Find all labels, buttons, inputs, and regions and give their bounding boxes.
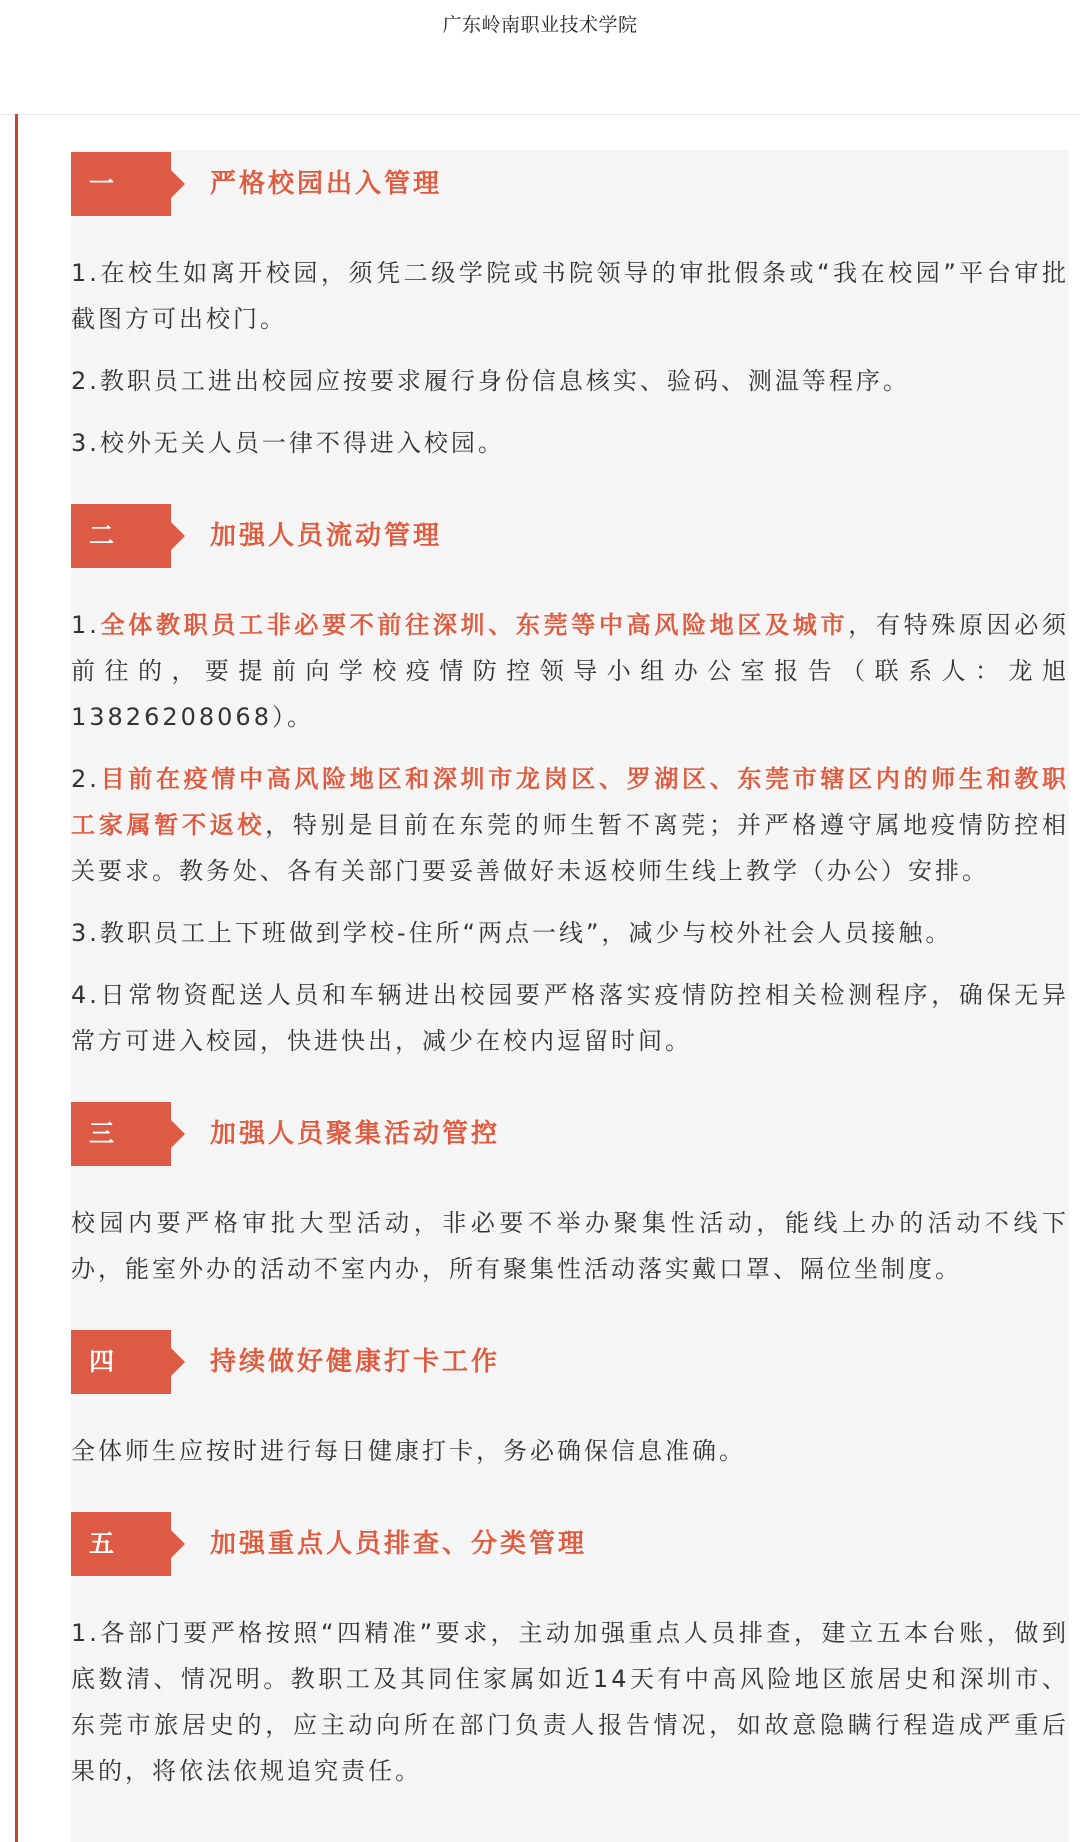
section-4 (71, 1330, 1069, 1474)
left-accent-rule (15, 114, 18, 1842)
item-number: 1. (71, 611, 100, 639)
paragraph-text: ，有特殊原因必须前往的，要提前向学校疫情防控领导小组办公室报告（联系人：龙旭13826208068）。 (71, 611, 1069, 731)
paragraph: 3.教职员工上下班做到学校-住所“两点一线”，减少与校外社会人员接触。 (71, 919, 953, 947)
paragraph: 3.校外无关人员一律不得进入校园。 (71, 429, 505, 457)
item-number: 2. (71, 765, 100, 793)
paragraph: 全体师生应按时进行每日健康打卡，务必确保信息准确。 (71, 1437, 746, 1465)
section-number: 三 (89, 1119, 115, 1148)
section-title: 持续做好健康打卡工作 (210, 1347, 501, 1377)
section-number-badge (71, 152, 171, 216)
paragraph: 4.日常物资配送人员和车辆进出校园要严格落实疫情防控相关检测程序，确保无异常方可进入校园，快进快出，减少在校内逗留时间。 (71, 981, 1069, 1055)
section-header (71, 1330, 1069, 1394)
paragraph: 1.在校生如离开校园，须凭二级学院或书院领导的审批假条或“我在校园”平台审批截图方可出校门。 (71, 259, 1069, 333)
section-number: 一 (89, 169, 115, 198)
section-number-badge (71, 1512, 171, 1576)
section-header (71, 152, 1069, 216)
section-number: 五 (89, 1529, 115, 1558)
section-3 (71, 1102, 1069, 1292)
section-number-badge (71, 1330, 171, 1394)
highlighted-text: 目前在疫情中高风险地区和深圳市龙岗区、罗湖区、东莞市辖区内的师生和教职工家属暂不返校 (71, 765, 1069, 839)
section-title: 加强人员流动管理 (210, 521, 443, 551)
paragraph-text: ，特别是目前在东莞的师生暂不离莞；并严格遵守属地疫情防控相关要求。教务处、各有关部门要妥善做好未返校师生线上教学（办公）安排。 (71, 811, 1069, 885)
section-title: 加强人员聚集活动管控 (210, 1119, 501, 1149)
paragraph (71, 756, 1069, 894)
section-number-badge (71, 1102, 171, 1166)
highlighted-text: 全体教职员工非必要不前往深圳、东莞等中高风险地区及城市 (99, 611, 849, 639)
section-1 (71, 152, 1069, 466)
paragraph (71, 602, 1069, 740)
section-5 (71, 1512, 1069, 1794)
section-title: 加强重点人员排查、分类管理 (210, 1529, 588, 1559)
section-2 (71, 504, 1069, 1064)
paragraph: 1.各部门要严格按照“四精准”要求，主动加强重点人员排查，建立五本台账，做到底数清、情况明。教职工及其同住家属如近14天有中高风险地区旅居史和深圳市、东莞市旅居史的，应主动向所在部门负责人报告情况，如故意隐瞒行程造成严重后果的，将依法依规追究责任。 (71, 1619, 1069, 1785)
section-number-badge (71, 504, 171, 568)
paragraph: 2.教职员工进出校园应按要求履行身份信息核实、验码、测温等程序。 (71, 367, 910, 395)
section-number: 二 (89, 521, 115, 550)
section-title: 严格校园出入管理 (210, 169, 443, 199)
section-number: 四 (89, 1347, 115, 1376)
section-header (71, 1102, 1069, 1166)
section-header (71, 504, 1069, 568)
article-content (71, 150, 1069, 1842)
top-bar (0, 0, 1080, 115)
paragraph: 校园内要严格审批大型活动，非必要不举办聚集性活动，能线上办的活动不线下办，能室外办的活动不室内办，所有聚集性活动落实戴口罩、隔位坐制度。 (71, 1209, 1069, 1283)
page-title: 广东岭南职业技术学院 (442, 14, 638, 36)
section-header (71, 1512, 1069, 1576)
